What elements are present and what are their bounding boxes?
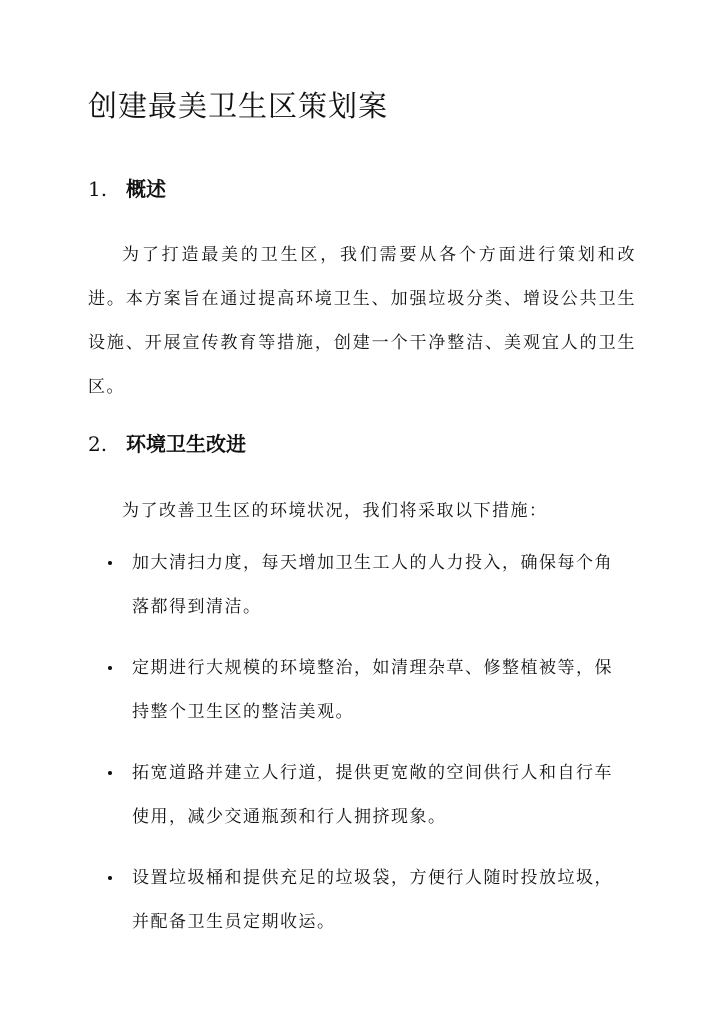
- section-heading-text: 环境卫生改进: [126, 432, 246, 456]
- list-item: [104, 541, 624, 629]
- bullet-icon: [108, 771, 112, 775]
- document-title: 创建最美卫生区策划案: [88, 89, 389, 123]
- bullet-icon: [108, 561, 112, 565]
- section-number: 2.: [88, 432, 108, 456]
- list-item: [104, 646, 624, 734]
- section-number: 1.: [88, 177, 108, 201]
- environment-intro-paragraph: 为了改善卫生区的环境状况，我们将采取以下措施：: [122, 501, 548, 521]
- section-heading-text: 概述: [126, 177, 166, 201]
- section-heading-environment: [88, 429, 246, 459]
- list-item: [104, 856, 624, 944]
- list-item-text: 设置垃圾桶和提供充足的垃圾袋，方便行人随时投放垃圾，并配备卫生员定期收运。: [132, 868, 613, 932]
- list-item-text: 加大清扫力度，每天增加卫生工人的人力投入，确保每个角落都得到清洁。: [132, 553, 613, 617]
- list-item-text: 定期进行大规模的环境整治，如清理杂草、修整植被等，保持整个卫生区的整洁美观。: [132, 658, 613, 722]
- list-item: [104, 751, 624, 839]
- bullet-icon: [108, 876, 112, 880]
- bullet-icon: [108, 666, 112, 670]
- list-item-text: 拓宽道路并建立人行道，提供更宽敞的空间供行人和自行车使用，减少交通瓶颈和行人拥挤现象。: [132, 763, 613, 827]
- measures-list: [104, 541, 624, 961]
- section-heading-overview: [88, 174, 166, 204]
- overview-paragraph: 为了打造最美的卫生区，我们需要从各个方面进行策划和改进。本方案旨在通过提高环境卫生、加强垃圾分类、增设公共卫生设施、开展宣传教育等措施，创建一个干净整洁、美观宜人的卫生区。: [88, 245, 636, 397]
